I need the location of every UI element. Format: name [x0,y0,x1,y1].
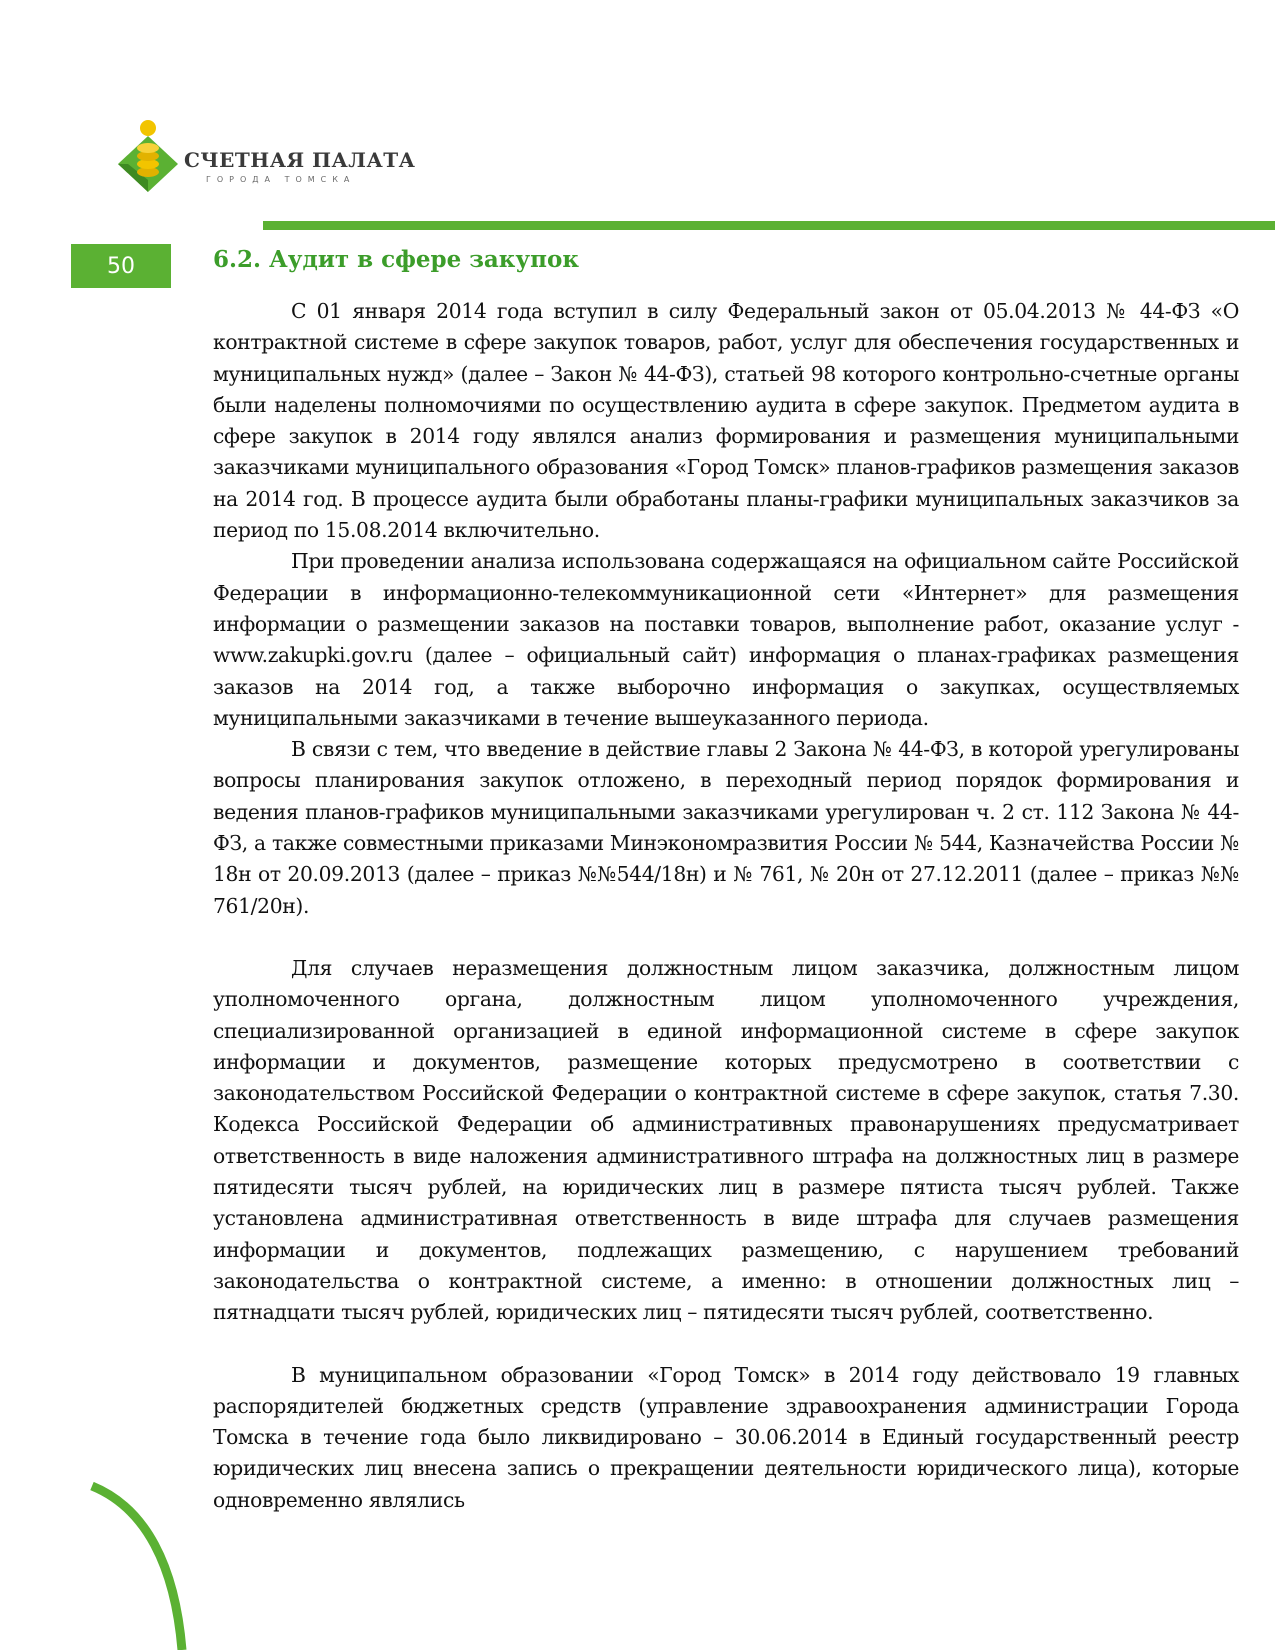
paragraph: Для случаев неразмещения должностным лицом заказчика, должностным лицом уполномоченного органа, должностным лицом уполномоченного учреждения, специализированной организацией в единой информационной системе в сфере закупок информации и документов, размещение которых предусмотрено в соответствии с законодательством Российской Федерации о контрактной системе в сфере закупок, статья 7.30. Кодекса Российской Федерации об административных правонарушениях предусматривает ответственность в виде наложения административного штрафа на должностных лиц в размере пятидесяти тысяч рублей, на юридических лиц в размере пятиста тысяч рублей. Также установлена административная ответственность в виде штрафа для случаев размещения информации и документов, подлежащих размещению, с нарушением требований законодательства о контрактной системе, а именно: в отношении должностных лиц – пятнадцати тысяч рублей, юридических лиц – пятидесяти тысяч рублей, соответственно. [213,955,1239,1325]
header-divider [263,221,1275,230]
org-name: СЧЕТНАЯ ПАЛАТА [184,148,416,172]
paragraph-gap [213,922,1239,953]
coin-stack-logo-icon [118,120,178,200]
paragraph: С 01 января 2014 года вступил в силу Федеральный закон от 05.04.2013 № 44-ФЗ «О контрактной системе в сфере закупок товаров, работ, услуг для обеспечения государственных и муниципальных нужд» (далее – Закон № 44-ФЗ), статьей 98 которого контрольно-счетные органы были наделены полномочиями по осуществлению аудита в сфере закупок. Предметом аудита в сфере закупок в 2014 году являлся анализ формирования и размещения муниципальными заказчиками муниципального образования «Город Томск» планов-графиков размещения заказов на 2014 год. В процессе аудита были обработаны планы-графики муниципальных заказчиков за период по 15.08.2014 включительно. [213,299,1239,543]
paragraph: В связи с тем, что введение в действие главы 2 Закона № 44-ФЗ, в которой урегулированы вопросы планирования закупок отложено, в переходный период порядок формирования и ведения планов-графиков муниципальными заказчиками урегулирован ч. 2 ст. 112 Закона № 44-ФЗ, а также совместными приказами Минэкономразвития России № 544, Казначейства России № 18н от 20.09.2013 (далее – приказ №№544/18н) и № 761, № 20н от 27.12.2011 (далее – приказ №№ 761/20н). [213,737,1239,918]
page-number-badge [71,244,171,288]
paragraph: В муниципальном образовании «Город Томск» в 2014 году действовало 19 главных распорядителей бюджетных средств (управление здравоохранения администрации Города Томска в течение года было ликвидировано – 30.06.2014 в Единый государственный реестр юридических лиц внесена запись о прекращении деятельности юридического лица), которые одновременно являлись [213,1362,1239,1512]
org-subtitle: ГОРОДА ТОМСКА [206,175,356,184]
org-logo [118,120,438,200]
body-text [213,296,1239,1516]
section-title: 6.2. Аудит в сфере закупок [213,246,579,273]
paragraph: При проведении анализа использована содержащаяся на официальном сайте Российской Федерации в информационно-телекоммуникационной сети «Интернет» для размещения информации о размещении заказов на поставки товаров, выполнение работ, оказание услуг - www.zakupki.gov.ru (далее – официальный сайт) информация о планах-графиках размещения заказов на 2014 год, а также выборочно информация о закупках, осуществляемых муниципальными заказчиками в течение вышеуказанного периода. [213,549,1239,730]
page-number: 50 [107,253,135,279]
paragraph-gap [213,1329,1239,1360]
decorative-corner-arc [0,1470,260,1650]
